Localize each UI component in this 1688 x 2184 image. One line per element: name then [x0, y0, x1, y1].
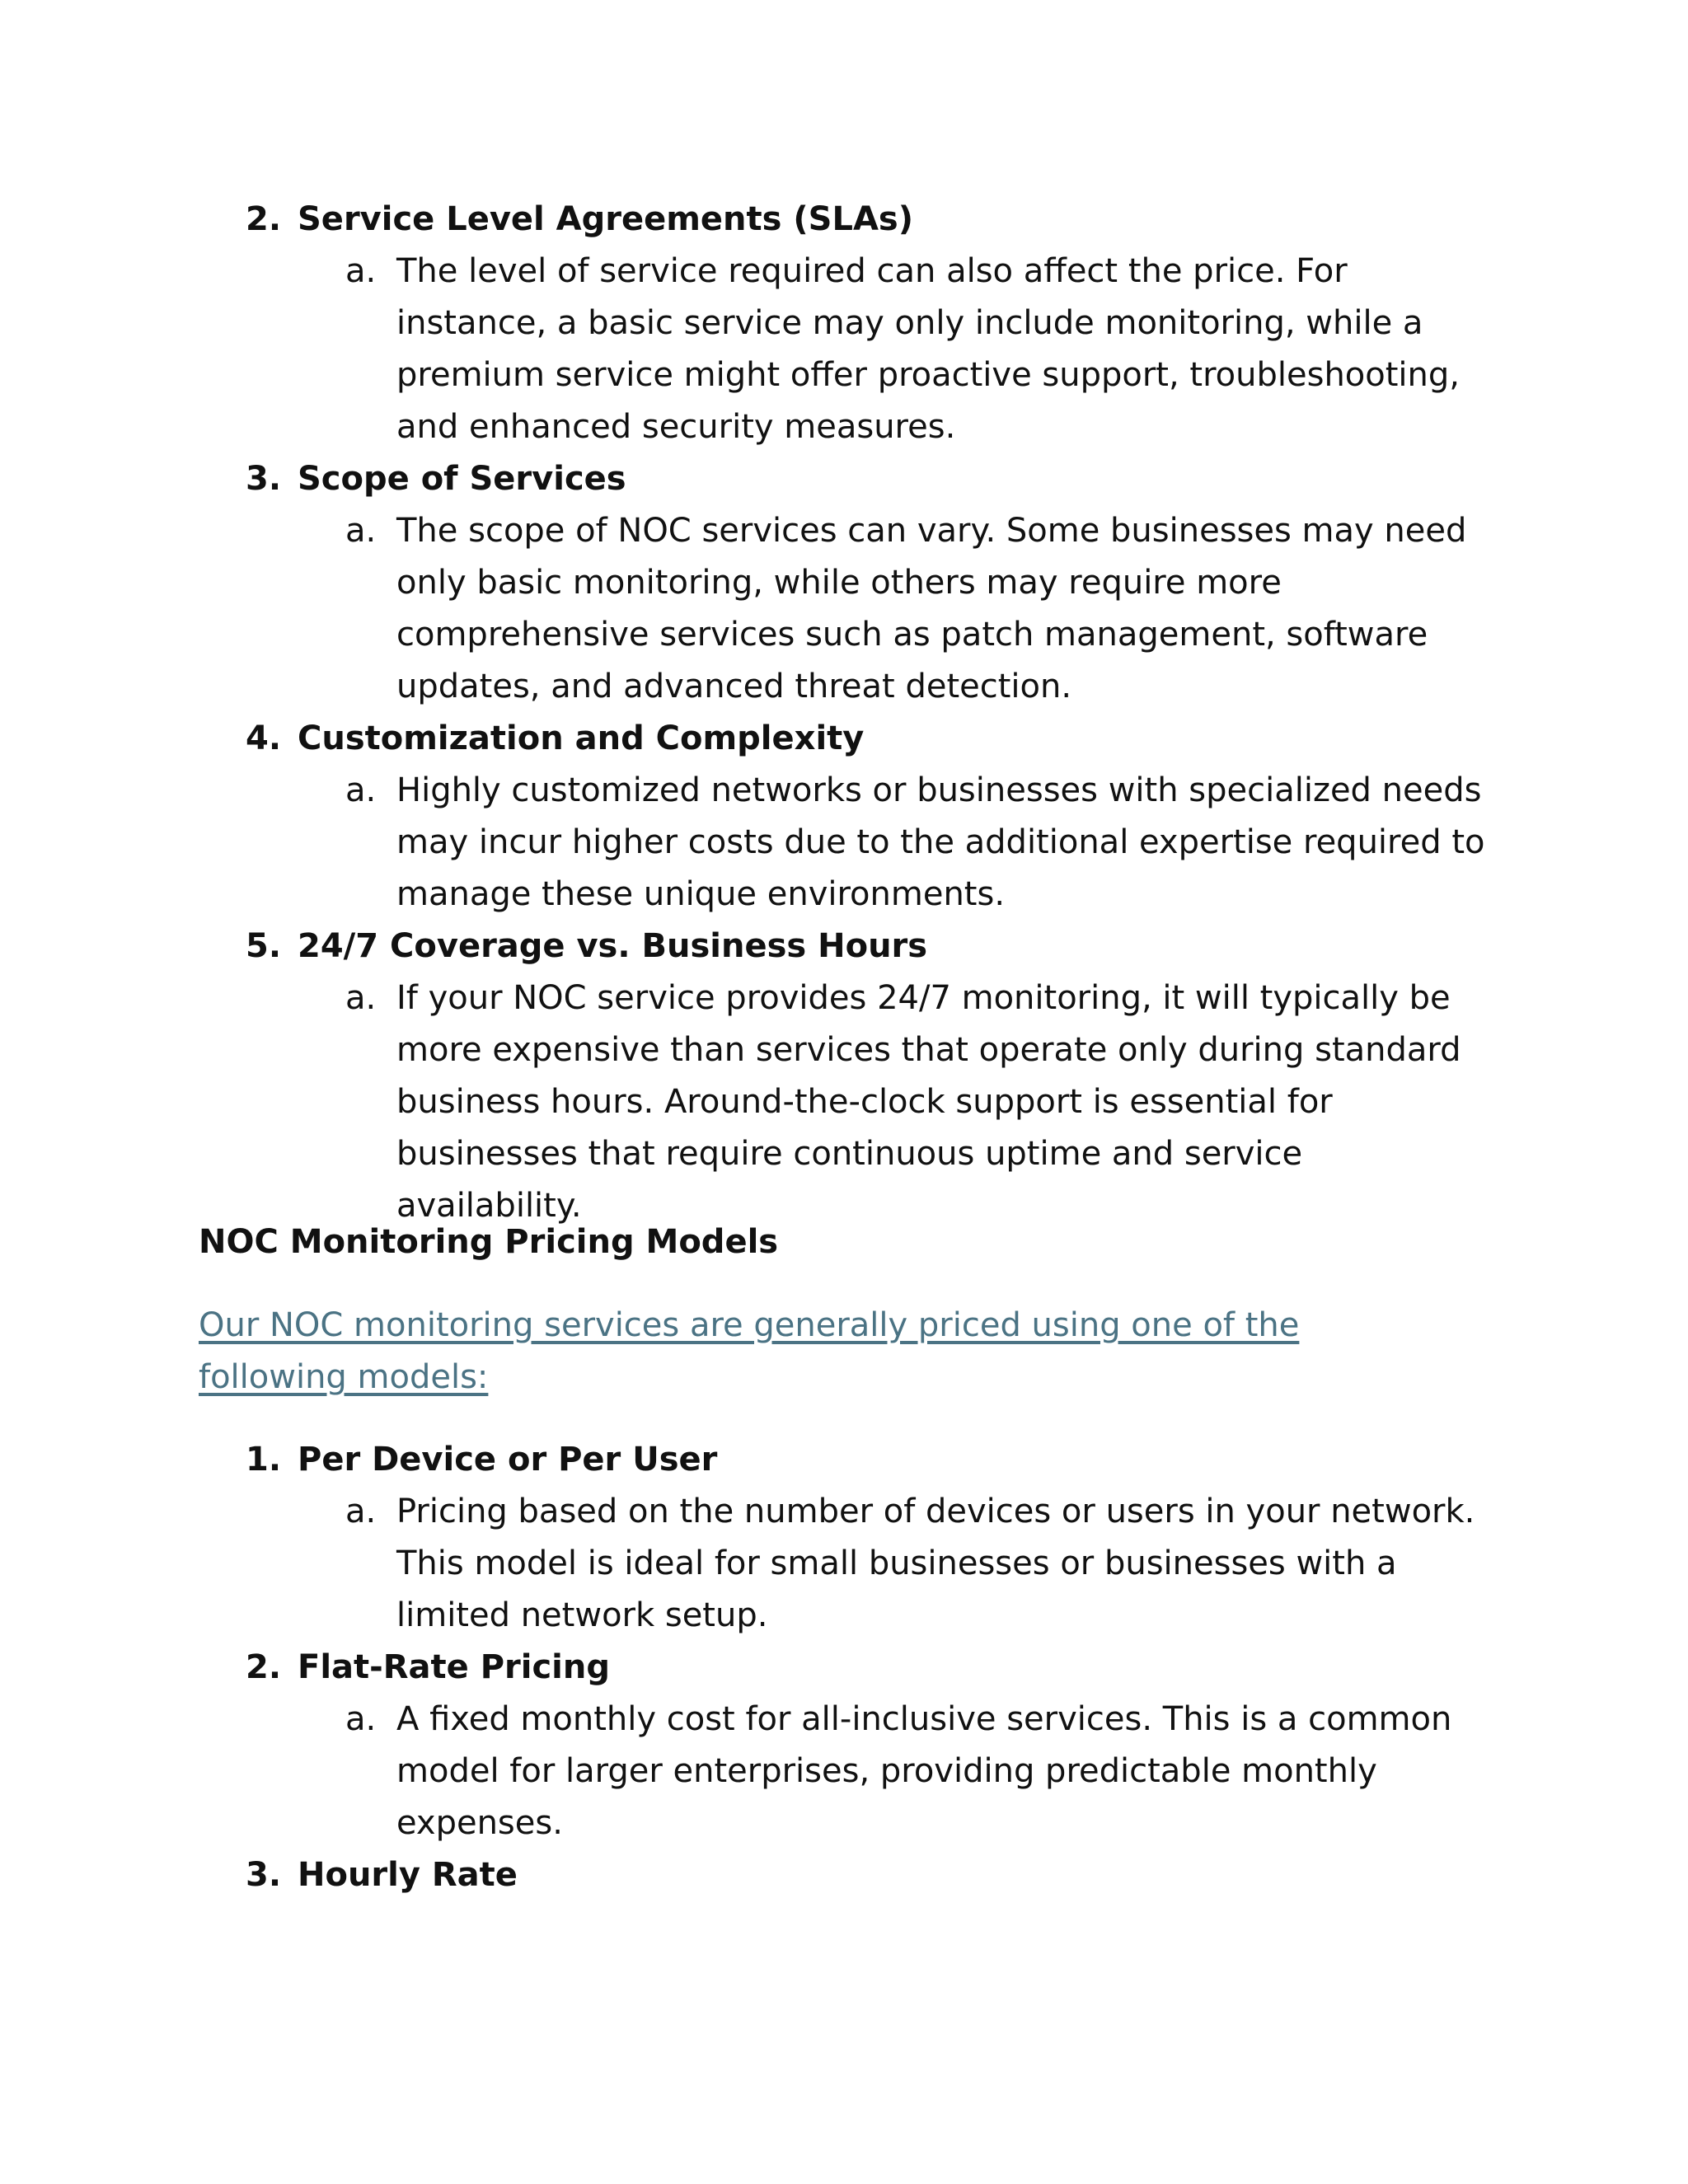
list-number: 1.: [246, 1441, 282, 1479]
sub-list-item: [0, 1486, 1688, 1642]
sub-list-item: [0, 246, 1688, 453]
pricing-factors-list: [0, 194, 1688, 1232]
list-item: [0, 921, 1688, 972]
sub-list-marker: a.: [345, 979, 377, 1017]
list-item: [0, 1434, 1688, 1486]
list-item-title: Flat-Rate Pricing: [298, 1648, 611, 1686]
sub-list-marker: a.: [345, 771, 377, 809]
list-item-title: 24/7 Coverage vs. Business Hours: [298, 927, 928, 965]
sub-list-marker: a.: [345, 1700, 377, 1738]
list-item: [0, 194, 1688, 246]
list-number: 2.: [246, 200, 282, 238]
sub-list-marker: a.: [345, 252, 377, 290]
list-item: [0, 1642, 1688, 1694]
list-number: 3.: [246, 460, 282, 498]
list-number: 4.: [246, 719, 282, 757]
sub-list-text: Highly customized networks or businesses with specialized needs may incur higher costs due to the additional expertise required to manage these unique environments.: [396, 771, 1485, 913]
list-number: 5.: [246, 927, 282, 965]
sub-list-text: A fixed monthly cost for all-inclusive services. This is a common model for larger enterprises, providing predictable monthly expenses.: [396, 1700, 1452, 1842]
list-number: 3.: [246, 1856, 282, 1894]
sub-list-item: [0, 972, 1688, 1232]
sub-list-marker: a.: [345, 512, 377, 550]
list-item-title: Service Level Agreements (SLAs): [298, 200, 914, 238]
sub-list-text: The scope of NOC services can vary. Some businesses may need only basic monitoring, while others may require more comprehensive services such as patch management, software updates, and advanced threat detection.: [396, 512, 1467, 705]
pricing-models-link[interactable]: Our NOC monitoring services are generally priced using one of the following models:: [199, 1306, 1300, 1396]
list-number: 2.: [246, 1648, 282, 1686]
sub-list-text: If your NOC service provides 24/7 monitoring, it will typically be more expensive than services that operate only during standard business hours. Around-the-clock support is essential for businesses that require continuous uptime and service availability.: [396, 979, 1461, 1225]
sub-list-text: The level of service required can also affect the price. For instance, a basic service may only include monitoring, while a premium service might offer proactive support, troubleshooting, and enhanced security measures.: [396, 252, 1460, 446]
list-item-title: Hourly Rate: [298, 1856, 518, 1894]
sub-list-marker: a.: [345, 1493, 377, 1530]
list-item: [0, 453, 1688, 505]
section-heading: NOC Monitoring Pricing Models: [199, 1223, 779, 1261]
list-item: [0, 713, 1688, 765]
list-item-title: Per Device or Per User: [298, 1441, 718, 1479]
sub-list-item: [0, 765, 1688, 921]
sub-list-text: Pricing based on the number of devices or users in your network. This model is ideal for small businesses or businesses with a limited network setup.: [396, 1493, 1475, 1634]
pricing-models-list: [0, 1434, 1688, 1901]
sub-list-item: [0, 1694, 1688, 1849]
sub-list-item: [0, 505, 1688, 713]
list-item-title: Scope of Services: [298, 460, 626, 498]
list-item-title: Customization and Complexity: [298, 719, 865, 757]
list-item: [0, 1849, 1688, 1901]
